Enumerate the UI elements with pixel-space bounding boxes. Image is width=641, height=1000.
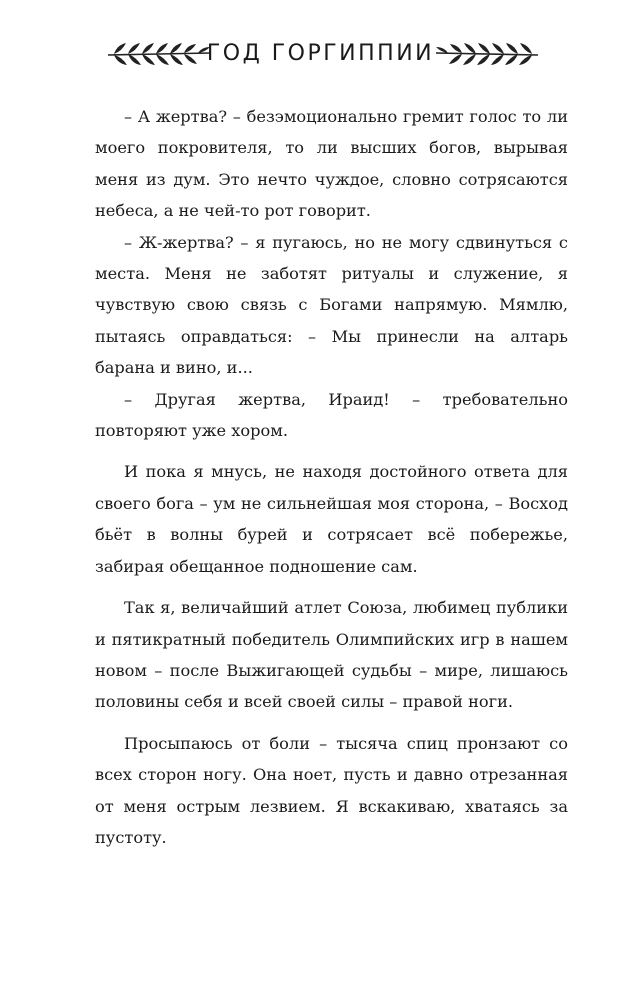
paragraph-5: Так я, величайший атлет Союза, любимец публики и пятикратный победитель Олимпийских игр в нашем новом – после Выжигающей судьбы – мире, лишаюсь половины себя и всей своей силы – правой ноги.: [95, 598, 568, 712]
paragraph-4: И пока я мнусь, не находя достойного ответа для своего бога – ум не сильнейшая моя сторона, – Восход бьёт в волны бурей и сотрясает всё побережье, забирая обещанное подношение сам.: [95, 462, 568, 576]
page-header-title: ГОД ГОРГИППИИ: [206, 41, 435, 66]
body-text: [95, 101, 568, 863]
laurel-right-icon: [432, 40, 542, 68]
running-header: [0, 34, 641, 74]
paragraph-2: – Ж-жертва? – я пугаюсь, но не могу сдвинуться с места. Меня не заботят ритуалы и служение, я чувствую свою связь с Богами напрямую. Мямлю, пытаясь оправдаться: – Мы принесли на алтарь барана и вино, и...: [95, 232, 568, 378]
paragraph-3: – Другая жертва, Ираид! – требовательно повторяют уже хором.: [95, 389, 568, 441]
paragraph-6: Просыпаюсь от боли – тысяча спиц пронзают со всех сторон ногу. Она ноет, пусть и давно отрезанная от меня острым лезвием. Я вскакиваю, хватаясь за пустоту.: [95, 733, 568, 847]
paragraph-1: – А жертва? – безэмоционально гремит голос то ли моего покровителя, то ли высших богов, вырывая меня из дум. Это нечто чуждое, словно сотрясаются небеса, а не чей-то рот говорит.: [95, 107, 568, 221]
